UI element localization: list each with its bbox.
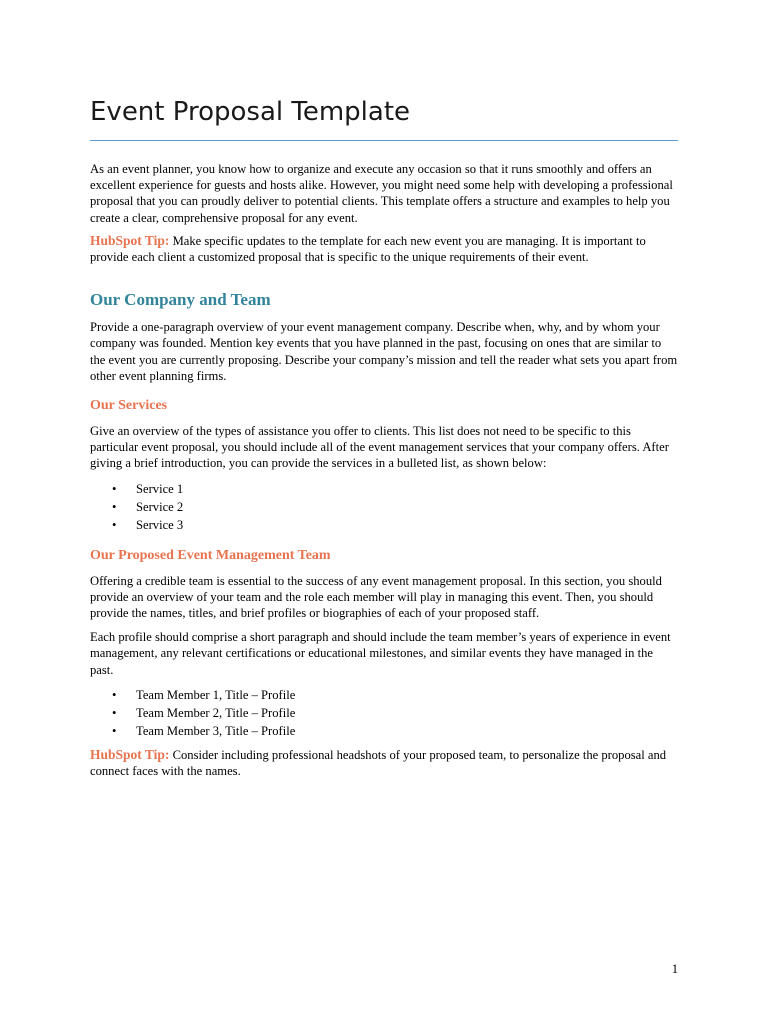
heading-services: Our Services	[90, 398, 168, 414]
tip-text: Make specific updates to the template for each new event you are managing. It is important to provide each client a customized proposal that is specific to the unique requirements of their event.	[90, 233, 646, 265]
list-item-text: Team Member 2, Title – Profile	[136, 705, 296, 720]
services-list	[90, 480, 678, 534]
list-item-text: Team Member 3, Title – Profile	[136, 723, 296, 738]
list-item-text: Team Member 1, Title – Profile	[136, 687, 296, 702]
bullet-icon: •	[112, 517, 117, 532]
tip-label: HubSpot Tip:	[90, 232, 170, 248]
document-page	[90, 92, 678, 779]
team-list	[90, 686, 678, 740]
list-item	[90, 480, 678, 498]
tip-text: Consider including professional headshots of your proposed team, to personalize the proposal and connect faces with the names.	[90, 747, 667, 779]
bullet-icon: •	[112, 723, 117, 738]
list-item	[90, 516, 678, 534]
page-number: 1	[671, 962, 678, 976]
team-paragraph-2: Each profile should comprise a short paragraph and should include the team member’s years of experience in event management, any relevant certifications or educational milestones, and similar events they have managed in the past.	[90, 630, 671, 677]
services-paragraph: Give an overview of the types of assistance you offer to clients. This list does not need to be specific to this particular event proposal, you should include all of the event management services that your company offers. After giving a brief introduction, you can provide the services in a bulleted list, as shown below:	[90, 424, 669, 471]
bullet-icon: •	[112, 481, 117, 496]
hubspot-tip-1	[90, 233, 678, 265]
list-item-text: Service 2	[136, 499, 184, 514]
heading-team: Our Proposed Event Management Team	[90, 547, 331, 563]
tip-label: HubSpot Tip:	[90, 746, 170, 762]
list-item	[90, 704, 678, 722]
list-item	[90, 722, 678, 740]
bullet-icon: •	[112, 499, 117, 514]
bullet-icon: •	[112, 705, 117, 720]
list-item-text: Service 3	[136, 517, 184, 532]
list-item	[90, 686, 678, 704]
intro-paragraph: As an event planner, you know how to organize and execute any occasion so that it runs smoothly and offers an excellent experience for guests and hosts alike. However, you might need some help with developing a professional proposal that you can proudly deliver to potential clients. This template offers a structure and examples to help you create a clear, comprehensive proposal for any event.	[90, 162, 673, 225]
hubspot-tip-2	[90, 747, 678, 779]
team-paragraph-1: Offering a credible team is essential to the success of any event management proposal. In this section, you should provide an overview of your team and the role each member will play in managing this event. Then, you should provide the names, titles, and brief profiles or biographies of each of your proposed staff.	[90, 573, 662, 621]
document-title: Event Proposal Template	[90, 92, 678, 141]
list-item-text: Service 1	[136, 481, 184, 496]
bullet-icon: •	[112, 687, 117, 702]
heading-company-team: Our Company and Team	[90, 290, 271, 310]
company-paragraph: Provide a one-paragraph overview of your event management company. Describe when, why, and by whom your company was founded. Mention key events that you have planned in the past, focusing on ones that are similar to the event you are currently proposing. Describe your company’s mission and tell the reader what sets you apart from other event planning firms.	[90, 320, 678, 383]
list-item	[90, 498, 678, 516]
